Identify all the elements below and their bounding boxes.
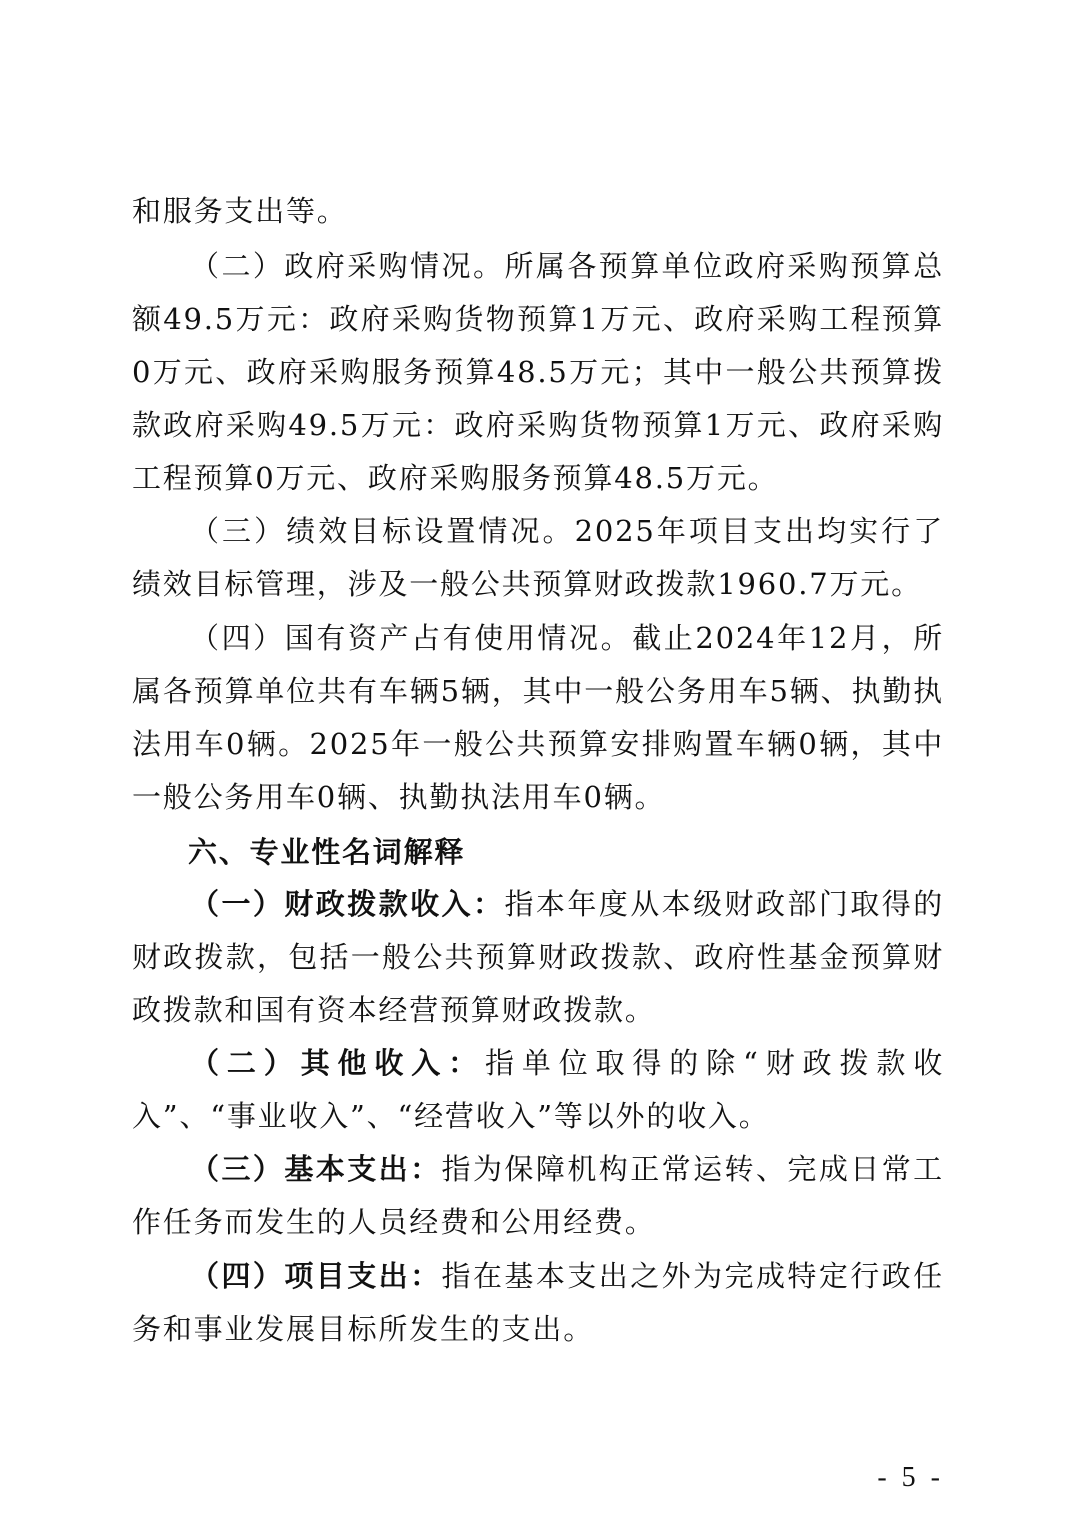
section-heading: 六、专业性名词解释: [188, 835, 466, 869]
paragraph-state-assets: [132, 612, 944, 824]
definition-term: （三）基本支出：: [190, 1152, 442, 1186]
definition-project-expenditure: [132, 1250, 944, 1356]
definition-text: 指本年度从本级财政部门取得的财政拨款，包括一般公共预算财政拨款、政府性基金预算财政拨款和国有资本经营预算财政拨款。: [132, 887, 944, 1027]
paragraph-text: 截止2024年12月，所属各预算单位共有车辆5辆，其中一般公务用车5辆、执勤执法用车0辆。2025年一般公共预算安排购置车辆0辆，其中一般公务用车0辆、执勤执法用车0辆。: [132, 621, 945, 814]
definition-other-income: [132, 1037, 944, 1143]
definition-fiscal-appropriation-income: [132, 878, 944, 1037]
paragraph-text: 所属各预算单位政府采购预算总额49.5万元：政府采购货物预算1万元、政府采购工程预算0万元、政府采购服务预算48.5万元；其中一般公共预算拨款政府采购49.5万元：政府采购货物预算1万元、政府采购工程预算0万元、政府采购服务预算48.5万元。: [132, 249, 944, 495]
paragraph-lead: （三）绩效目标设置情况。: [190, 514, 575, 548]
definition-term: （一）财政拨款收入：: [190, 887, 505, 921]
paragraph-continuation: [132, 185, 944, 238]
paragraph-text: 2025年项目支出均实行了绩效目标管理，涉及一般公共预算财政拨款1960.7万元。: [132, 514, 945, 601]
definition-text: 指为保障机构正常运转、完成日常工作任务而发生的人员经费和公用经费。: [132, 1152, 944, 1239]
paragraph-lead: （四）国有资产占有使用情况。: [190, 621, 633, 655]
definition-basic-expenditure: [132, 1143, 944, 1249]
paragraph-lead: （二）政府采购情况。: [190, 249, 505, 283]
definition-term: （四）项目支出：: [190, 1259, 442, 1293]
paragraph-government-procurement: [132, 240, 944, 505]
definition-text: 指在基本支出之外为完成特定行政任务和事业发展目标所发生的支出。: [132, 1259, 944, 1346]
page-number: - 5 -: [877, 1462, 944, 1493]
definition-text: 指单位取得的除“财政拨款收入”、“事业收入”、“经营收入”等以外的收入。: [132, 1046, 944, 1133]
paragraph-text: 和服务支出等。: [132, 194, 348, 228]
definition-term: （二）其他收入：: [190, 1046, 485, 1080]
paragraph-performance-targets: [132, 505, 944, 611]
